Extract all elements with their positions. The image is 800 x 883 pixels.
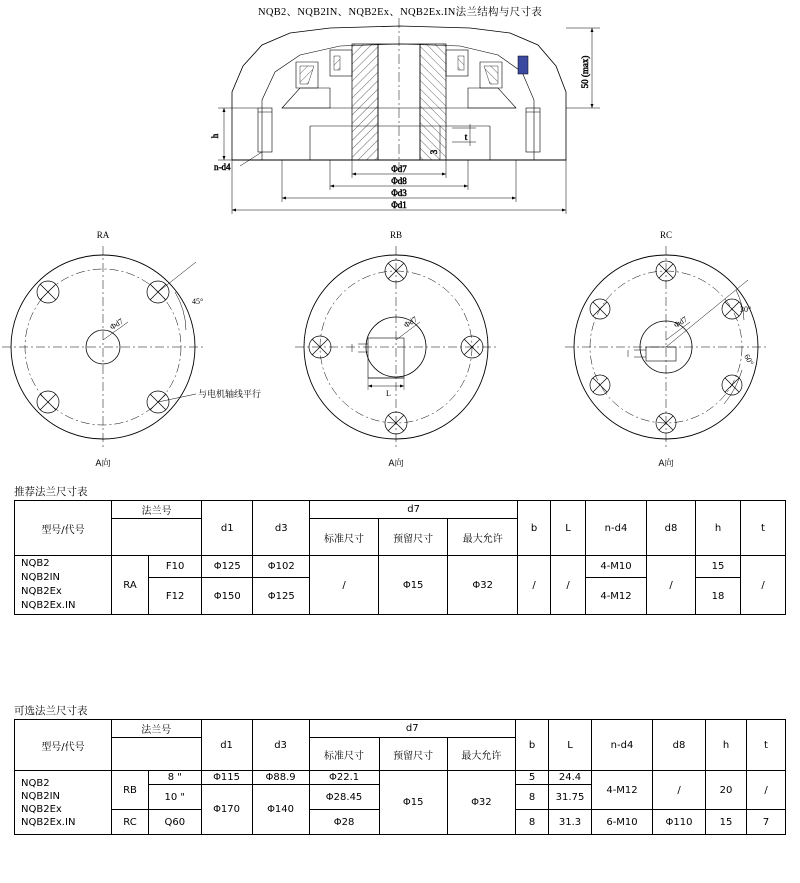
header-d3: d3 — [253, 501, 310, 556]
dim-d3: Φd3 — [391, 188, 407, 198]
d1-10in: Φ170 — [201, 785, 252, 835]
view-rb-title: RB — [389, 230, 403, 240]
d3-10in: Φ140 — [252, 785, 309, 835]
rc-bore-label: Φd7 — [672, 314, 689, 330]
model-line-3: NQB2Ex — [21, 586, 62, 597]
d7-standard-10in: Φ28.45 — [309, 785, 379, 810]
d3-8in: Φ88.9 — [252, 771, 309, 785]
model-line-4: NQB2Ex.IN — [21, 600, 76, 611]
header-d7-standard: 标准尺寸 — [309, 738, 379, 771]
dim-50max: 50 (max) — [580, 55, 590, 89]
header-flange-no: 法兰号 — [112, 720, 202, 738]
model-cell — [15, 556, 112, 615]
table-row — [15, 771, 786, 785]
d8-rb: / — [653, 771, 706, 810]
model-line-1: NQB2 — [21, 777, 50, 789]
nd4-q60: 6-M10 — [592, 810, 653, 835]
d7-max: Φ32 — [448, 556, 518, 615]
ra-angle-label: 45° — [192, 297, 204, 306]
d3-f12: Φ125 — [253, 578, 310, 615]
d7-reserved: Φ15 — [378, 556, 448, 615]
header-b: b — [518, 501, 551, 556]
header-d1: d1 — [201, 720, 252, 771]
L-q60: 31.3 — [549, 810, 592, 835]
header-h: h — [696, 501, 741, 556]
code-cell-rb: RB — [112, 771, 149, 810]
optional-flange-table — [14, 719, 786, 835]
view-rc-title: RC — [659, 230, 673, 240]
header-b: b — [516, 720, 549, 771]
header-d7-standard: 标准尺寸 — [310, 519, 379, 556]
header-model: 型号/代号 — [15, 501, 112, 556]
nd4-f12: 4-M12 — [586, 578, 647, 615]
header-model: 型号/代号 — [15, 720, 112, 771]
model-line-1: NQB2 — [21, 558, 50, 569]
model-line-2: NQB2IN — [21, 790, 61, 802]
dim-n-d4: n-d4 — [214, 162, 231, 172]
d3-f10: Φ102 — [253, 556, 310, 578]
L-8in: 24.4 — [549, 771, 592, 785]
cross-section-view — [232, 18, 566, 170]
d7-standard: / — [310, 556, 379, 615]
b-q60: 8 — [516, 810, 549, 835]
rb-bore-label: Φd7 — [402, 314, 419, 330]
ra-note: 与电机轴线平行 — [198, 390, 262, 400]
t-value: / — [741, 556, 786, 615]
header-t: t — [741, 501, 786, 556]
header-d8: d8 — [653, 720, 706, 771]
L-10in: 31.75 — [549, 785, 592, 810]
b-value: / — [518, 556, 551, 615]
flange-no-f10: F10 — [149, 556, 202, 578]
recommended-flange-table — [14, 500, 786, 615]
h-f12: 18 — [696, 578, 741, 615]
code-cell-ra: RA — [112, 556, 149, 615]
t-rb: / — [747, 771, 786, 810]
header-L: L — [549, 720, 592, 771]
d8-value: / — [647, 556, 696, 615]
section-dimensions — [210, 28, 600, 214]
d1-f12: Φ150 — [202, 578, 253, 615]
header-d7: d7 — [310, 501, 518, 519]
dim-d8: Φd8 — [391, 176, 407, 186]
dim-d1: Φd1 — [391, 200, 407, 210]
d8-q60: Φ110 — [653, 810, 706, 835]
dim-h: h — [210, 133, 220, 139]
flange-no-10in: 10 " — [149, 785, 202, 810]
table-row — [15, 556, 786, 578]
rc-direction: A向 — [658, 459, 674, 469]
code-cell-rc: RC — [112, 810, 149, 835]
rc-angle-label-2: 60° — [742, 352, 756, 367]
t-q60: 7 — [747, 810, 786, 835]
rb-key-label: L — [386, 389, 391, 398]
optional-table-caption: 可选法兰尺寸表 — [14, 705, 88, 717]
header-L: L — [551, 501, 586, 556]
header-nd4: n-d4 — [586, 501, 647, 556]
flange-no-8in: 8 " — [149, 771, 202, 785]
header-d1: d1 — [202, 501, 253, 556]
table-header-row — [15, 501, 786, 519]
header-d8: d8 — [647, 501, 696, 556]
d7-max: Φ32 — [447, 771, 515, 835]
header-d7-max: 最大允许 — [447, 738, 515, 771]
ra-bore-label: Φd7 — [108, 316, 125, 332]
b-10in: 8 — [516, 785, 549, 810]
model-cell — [15, 771, 112, 835]
header-d3: d3 — [252, 720, 309, 771]
header-flange-no: 法兰号 — [112, 501, 202, 519]
recommended-table-caption: 推荐法兰尺寸表 — [14, 486, 88, 498]
header-d7: d7 — [309, 720, 515, 738]
header-h: h — [706, 720, 747, 771]
view-ra-title: RA — [96, 230, 110, 240]
header-d7-reserved: 预留尺寸 — [378, 519, 448, 556]
model-line-3: NQB2Ex — [21, 803, 62, 815]
h-q60: 15 — [706, 810, 747, 835]
header-t: t — [747, 720, 786, 771]
ra-direction: A向 — [95, 459, 111, 469]
rc-angle-label: 30° — [740, 305, 752, 314]
h-rb: 20 — [706, 771, 747, 810]
b-8in: 5 — [516, 771, 549, 785]
view-ra — [2, 230, 261, 469]
header-d7-reserved: 预留尺寸 — [379, 738, 447, 771]
d1-f10: Φ125 — [202, 556, 253, 578]
dim-d7: Φd7 — [391, 164, 407, 174]
table-header-row — [15, 720, 786, 738]
header-d7-max: 最大允许 — [448, 519, 518, 556]
flange-no-q60: Q60 — [149, 810, 202, 835]
d1-8in: Φ115 — [201, 771, 252, 785]
flange-no-f12: F12 — [149, 578, 202, 615]
dim-b: 3 — [429, 149, 439, 155]
d7-standard-q60: Φ28 — [309, 810, 379, 835]
d7-standard-8in: Φ22.1 — [309, 771, 379, 785]
nd4-f10: 4-M10 — [586, 556, 647, 578]
view-rb — [295, 230, 497, 469]
rb-direction: A向 — [388, 459, 404, 469]
L-value: / — [551, 556, 586, 615]
nd4-rb: 4-M12 — [592, 771, 653, 810]
h-f10: 15 — [696, 556, 741, 578]
model-line-4: NQB2Ex.IN — [21, 816, 76, 828]
page-title: NQB2、NQB2IN、NQB2Ex、NQB2Ex.IN法兰结构与尺寸表 — [257, 7, 543, 18]
header-nd4: n-d4 — [592, 720, 653, 771]
dim-t: t — [464, 132, 468, 142]
d7-reserved: Φ15 — [379, 771, 447, 835]
view-rc — [565, 230, 767, 469]
model-line-2: NQB2IN — [21, 572, 61, 583]
